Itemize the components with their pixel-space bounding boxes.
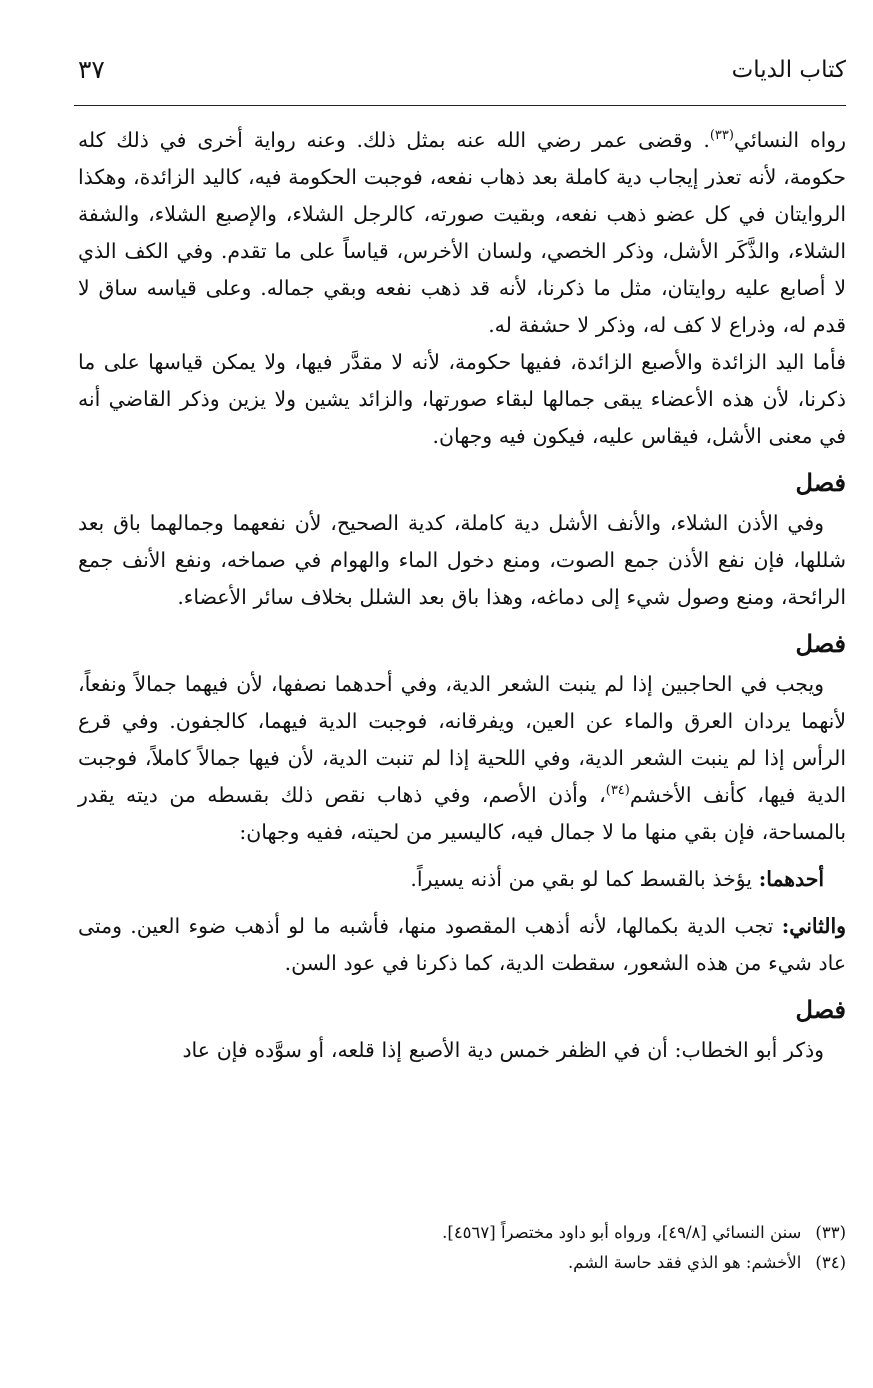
page-number: ٣٧	[78, 55, 105, 84]
spacer	[78, 851, 846, 861]
paragraph	[78, 122, 846, 344]
footnote-33	[78, 1218, 846, 1248]
paragraph	[78, 861, 846, 898]
paragraph-text: رواه النسائي	[733, 128, 847, 152]
footnote-ref-34: (٣٤)	[605, 783, 630, 799]
option-label: أحدهما:	[758, 867, 824, 891]
spacer	[78, 898, 846, 908]
footnote-34	[78, 1248, 846, 1278]
footnote-ref-33: (٣٣)	[709, 128, 734, 144]
paragraph	[78, 666, 846, 851]
page-header	[74, 52, 846, 92]
paragraph-text: . وقضى عمر رضي الله عنه بمثل ذلك. وعنه رواية أخرى في ذلك كله حكومة، لأنه تعذر إيجاب دية كاملة بعد ذهاب نفعه، فوجبت الحكومة فيه، كاليد الزائدة، وهكذا الروايتان في كل عضو ذهب نفعه، وبقيت صورته، كالرجل الشلاء، والإصبع الشلاء، والشفة الشلاء، والذَّكَر الأشل، وذكر الخصي، ولسان الأخرس، قياساً على ما تقدم. وفي الكف الذي لا أصابع عليه روايتان، مثل ما ذكرنا، لأنه قد ذهب نفعه وبقي جماله. وعلى قياسه ساق لا قدم له، وذراع لا كف له، وذكر لا حشفة له.	[78, 128, 846, 337]
section-heading: فصل	[795, 995, 846, 1024]
footnotes	[78, 1218, 846, 1278]
footnote-number: (٣٣)	[815, 1223, 846, 1242]
paragraph	[78, 908, 846, 982]
section-heading: فصل	[795, 468, 846, 497]
paragraph: وذكر أبو الخطاب: أن في الظفر خمس دية الأصبع إذا قلعه، أو سوَّده فإن عاد	[182, 1038, 824, 1062]
page-body	[78, 122, 846, 1069]
paragraph: فأما اليد الزائدة والأصبع الزائدة، ففيها حكومة، لأنه لا مقدَّر فيها، ولا يمكن قياسها على ما ذكرنا، لأن هذه الأعضاء يبقى جمالها لبقاء صورتها، والزائد يشين ولا يزين وذكر القاضي أنه في معنى الأشل، فيقاس عليه، فيكون فيه وجهان.	[78, 350, 846, 448]
footnote-text: الأخشم: هو الذي فقد حاسة الشم.	[567, 1253, 802, 1272]
option-label: والثاني:	[781, 914, 846, 938]
paragraph-text: ، وأذن الأصم، وفي ذهاب نقص ذلك بقسطه من ديته يقدر بالمساحة، فإن بقي منها ما لا جمال فيه، كاليسير من لحيته، ففيه وجهان:	[78, 783, 846, 844]
paragraph-text: تجب الدية بكمالها، لأنه أذهب المقصود منها، فأشبه ما لو أذهب ضوء العين. ومتى عاد شيء من هذه الشعور، سقطت الدية، كما ذكرنا في عود السن.	[78, 914, 846, 975]
footnote-text: سنن النسائي [٤٩/٨]، ورواه أبو داود مختصراً [٤٥٦٧].	[442, 1223, 802, 1242]
running-title: كتاب الديات	[731, 57, 846, 83]
footnote-number: (٣٤)	[815, 1253, 846, 1272]
header-rule	[74, 105, 846, 106]
paragraph: وفي الأذن الشلاء، والأنف الأشل دية كاملة، كدية الصحيح، لأن نفعهما وجمالهما باق بعد شللها، فإن نفع الأذن جمع الصوت، ومنع دخول الماء والهوام في صماخه، ونفع الأنف جمع الرائحة، ومنع وصول شيء إلى دماغه، وهذا باق بعد الشلل بخلاف سائر الأعضاء.	[78, 511, 846, 609]
paragraph-text: يؤخذ بالقسط كما لو بقي من أذنه يسيراً.	[410, 867, 759, 891]
paragraph-text: ويجب في الحاجبين إذا لم ينبت الشعر الدية، وفي أحدهما نصفها، لأن فيهما جمالاً ونفعاً، لأنهما يردان العرق والماء عن العين، ويفرقانه، فوجبت الدية فيهما، كالجفون. وفي قرع الرأس إذا لم ينبت الشعر الدية، وفي اللحية إذا لم تنبت الدية، لأن فيها جمالاً كاملاً، فوجبت الدية فيها، كأنف الأخشم	[78, 672, 846, 807]
section-heading: فصل	[795, 629, 846, 658]
